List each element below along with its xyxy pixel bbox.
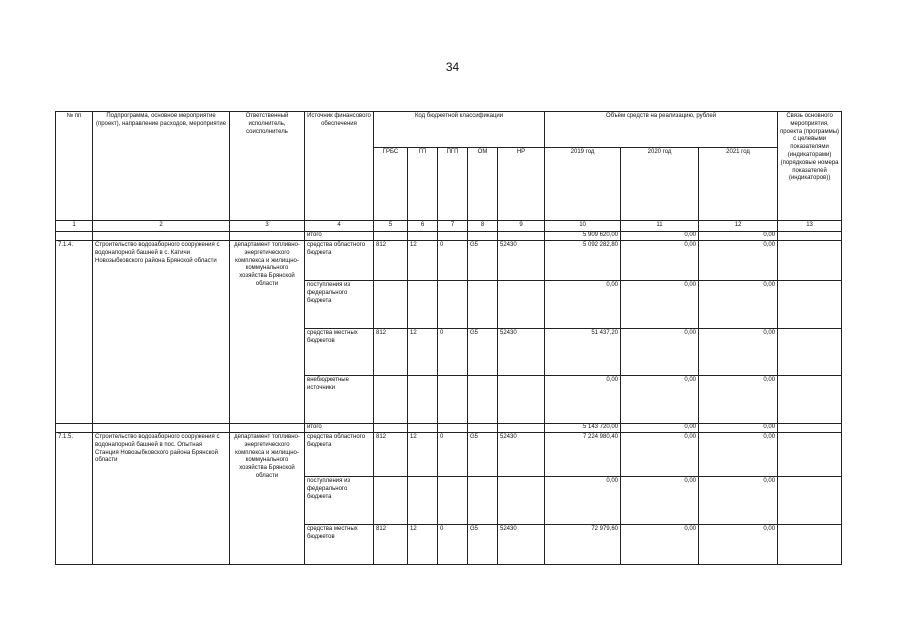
grbs-code: [374, 477, 408, 525]
amount-2021: 0,00: [699, 433, 778, 477]
header-2020: 2020 год: [621, 148, 699, 221]
indicator-link: [778, 376, 842, 424]
indicator-link: [778, 329, 842, 376]
header-link: Связь основного мероприятия, проекта (программы) с целевыми показателями (индикаторами) (порядковые номера показателей (индикаторов)): [778, 112, 842, 221]
grbs-code: [374, 281, 408, 329]
nr-code: 52430: [498, 241, 545, 281]
pgp-code: [438, 376, 468, 424]
header-subprogram: Подпрограмма, основное мероприятие (проект), направление расходов, мероприятие: [93, 112, 230, 221]
header-grbs: ГРБС: [374, 148, 408, 221]
funding-source: средства местных бюджетов: [305, 525, 374, 565]
column-number: 10: [545, 221, 621, 232]
indicator-link: [778, 525, 842, 565]
gp-code: 12: [408, 525, 438, 565]
funding-source: средства областного бюджета: [305, 241, 374, 281]
pgp-code: [438, 477, 468, 525]
pgp-code: 0: [438, 241, 468, 281]
header-pgp: ПГП: [438, 148, 468, 221]
amount-2019: 7 224 980,40: [545, 433, 621, 477]
grbs-code: [374, 376, 408, 424]
total-2021: 0,00: [699, 424, 778, 433]
funding-source: поступления из федерального бюджета: [305, 281, 374, 329]
indicator-link: [778, 241, 842, 281]
nr-code: 52430: [498, 433, 545, 477]
measure-name: Строительство водозаборного сооружения с водонапорной башней в с. Катичи Новозыбковского района Брянской области: [93, 241, 230, 424]
header-om: ОМ: [468, 148, 498, 221]
total-label: итого: [305, 424, 374, 433]
column-number: 3: [230, 221, 305, 232]
column-number: 4: [305, 221, 374, 232]
budget-table: [55, 111, 842, 565]
header-num: № пп: [56, 112, 93, 221]
gp-code: 12: [408, 433, 438, 477]
nr-code: [498, 281, 545, 329]
gp-code: 12: [408, 241, 438, 281]
grbs-code: 812: [374, 525, 408, 565]
gp-code: [408, 281, 438, 329]
header-2021: 2021 год: [699, 148, 778, 221]
grbs-code: 812: [374, 241, 408, 281]
indicator-link: [778, 281, 842, 329]
total-row: [56, 232, 842, 241]
gp-code: 12: [408, 329, 438, 376]
header-nr: НР: [498, 148, 545, 221]
amount-2021: 0,00: [699, 329, 778, 376]
amount-2021: 0,00: [699, 241, 778, 281]
table-row: [56, 241, 842, 281]
indicator-link: [778, 477, 842, 525]
page-number: 34: [445, 60, 460, 74]
column-number: 12: [699, 221, 778, 232]
header-2019: 2019 год: [545, 148, 621, 221]
grbs-code: 812: [374, 329, 408, 376]
amount-2020: 0,00: [621, 281, 699, 329]
amount-2019: 72 979,60: [545, 525, 621, 565]
pgp-code: [438, 281, 468, 329]
column-number: 7: [438, 221, 468, 232]
amount-2019: 0,00: [545, 477, 621, 525]
column-number: 6: [408, 221, 438, 232]
column-number: 13: [778, 221, 842, 232]
header-executor: Ответственный исполнитель, соисполнитель: [230, 112, 305, 221]
measure-executor: департамент топливно-энергетического комплекса и жилищно-коммунального хозяйства Брянской области: [230, 433, 305, 565]
amount-2020: 0,00: [621, 241, 699, 281]
total-2021: 0,00: [699, 232, 778, 241]
total-label: итого: [305, 232, 374, 241]
column-number: 5: [374, 221, 408, 232]
funding-source: поступления из федерального бюджета: [305, 477, 374, 525]
measure-id: 7.1.4.: [56, 241, 93, 424]
column-number: 9: [498, 221, 545, 232]
total-2020: 0,00: [621, 424, 699, 433]
amount-2020: 0,00: [621, 525, 699, 565]
gp-code: [408, 376, 438, 424]
table-row: [56, 433, 842, 477]
pgp-code: 0: [438, 433, 468, 477]
column-number: 1: [56, 221, 93, 232]
nr-code: [498, 477, 545, 525]
gp-code: [408, 477, 438, 525]
amount-2019: 0,00: [545, 376, 621, 424]
amount-2020: 0,00: [621, 329, 699, 376]
amount-2021: 0,00: [699, 281, 778, 329]
funding-source: средства областного бюджета: [305, 433, 374, 477]
amount-2020: 0,00: [621, 477, 699, 525]
header-sources: Источник финансового обеспечения: [305, 112, 374, 221]
amount-2020: 0,00: [621, 433, 699, 477]
header-volume: Объём средств на реализацию, рублей: [545, 112, 778, 148]
om-code: G5: [468, 241, 498, 281]
pgp-code: 0: [438, 525, 468, 565]
column-numbers-row: [56, 221, 842, 232]
measure-name: Строительство водозаборного сооружения с водонапорной башней в пос. Опытная Станция Новозыбковского района Брянской области: [93, 433, 230, 565]
indicator-link: [778, 433, 842, 477]
total-2019: 5 909 620,00: [545, 232, 621, 241]
column-number: 8: [468, 221, 498, 232]
header-gp: ГП: [408, 148, 438, 221]
amount-2021: 0,00: [699, 477, 778, 525]
total-2019: 5 143 720,00: [545, 424, 621, 433]
om-code: [468, 281, 498, 329]
om-code: [468, 477, 498, 525]
funding-source: внебюджетные источники: [305, 376, 374, 424]
total-2020: 0,00: [621, 232, 699, 241]
amount-2019: 51 437,20: [545, 329, 621, 376]
nr-code: 52430: [498, 525, 545, 565]
column-number: 2: [93, 221, 230, 232]
amount-2021: 0,00: [699, 525, 778, 565]
pgp-code: 0: [438, 329, 468, 376]
grbs-code: 812: [374, 433, 408, 477]
amount-2021: 0,00: [699, 376, 778, 424]
amount-2020: 0,00: [621, 376, 699, 424]
amount-2019: 5 092 282,80: [545, 241, 621, 281]
amount-2019: 0,00: [545, 281, 621, 329]
column-number: 11: [621, 221, 699, 232]
header-bcc: Код бюджетной классификации: [374, 112, 545, 148]
om-code: G5: [468, 433, 498, 477]
nr-code: [498, 376, 545, 424]
om-code: [468, 376, 498, 424]
om-code: G5: [468, 525, 498, 565]
measure-executor: департамент топливно-энергетического комплекса и жилищно-коммунального хозяйства Брянской области: [230, 241, 305, 424]
funding-source: средства местных бюджетов: [305, 329, 374, 376]
nr-code: 52430: [498, 329, 545, 376]
om-code: G5: [468, 329, 498, 376]
total-row: [56, 424, 842, 433]
measure-id: 7.1.5.: [56, 433, 93, 565]
